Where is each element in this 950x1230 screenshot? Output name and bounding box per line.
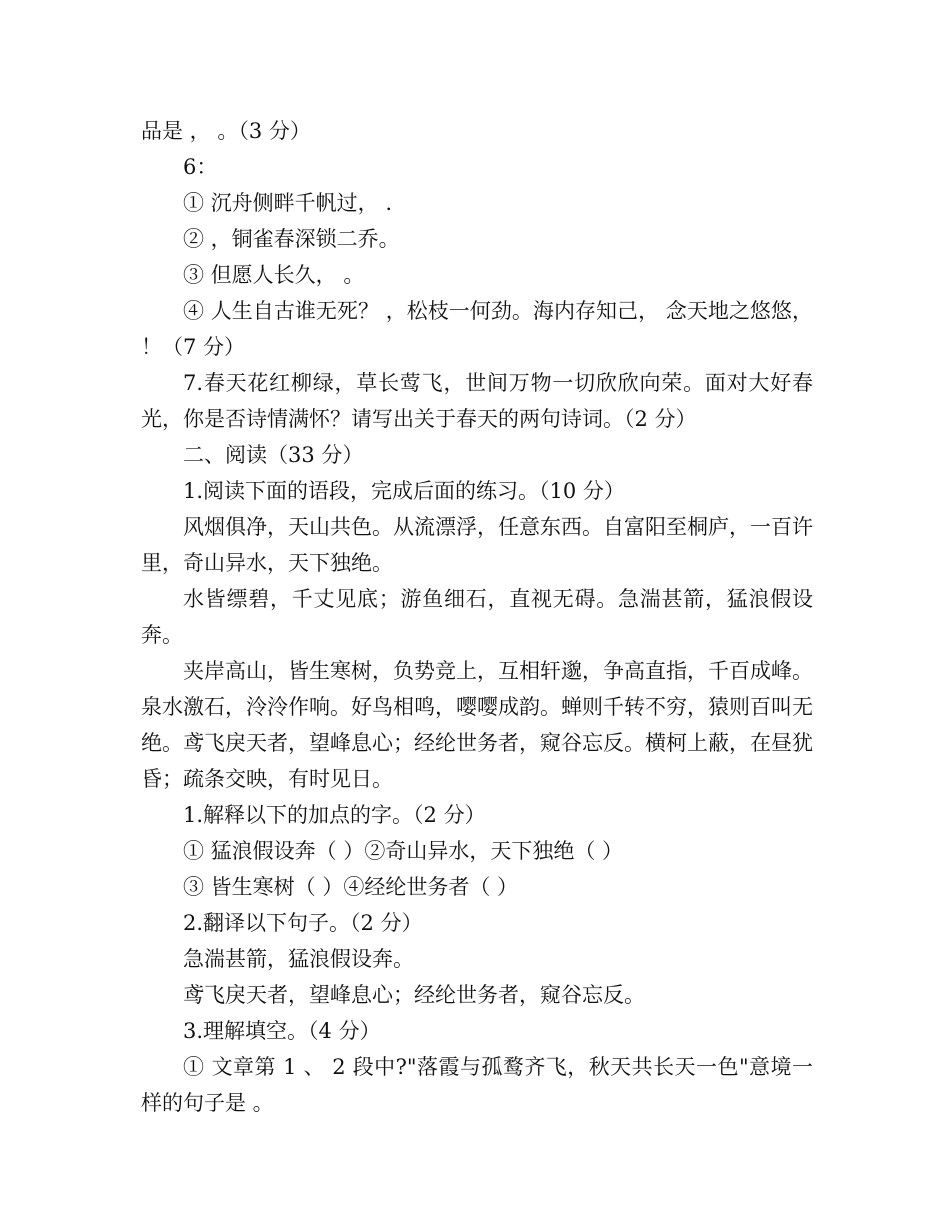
subquestion-1-items-a: ① 猛浪假设奔（ ）②奇山异水，天下独绝（ ）: [183, 839, 624, 863]
translate-sentence-2: 鸢飞戾天者，望峰息心；经纶世务者，窥谷忘反。: [183, 983, 645, 1007]
translate-sentence-1: 急湍甚箭，猛浪假设奔。: [183, 947, 414, 971]
subquestion-2-heading: 2.翻译以下句子。（2 分）: [183, 911, 423, 935]
subquestion-3-heading: 3.理解填空。（4 分）: [183, 1019, 381, 1043]
poem-blank-4: ④ 人生自古谁无死？ ，松枝一何劲。海内存知己， 念天地之悠悠， ！（7 分）: [141, 299, 820, 359]
question-6-heading: 6：: [183, 155, 218, 179]
subquestion-1-items-b: ③ 皆生寒树（ ）④经纶世务者（ ）: [183, 875, 519, 899]
poem-blank-1: ① 沉舟侧畔千帆过， .: [183, 191, 393, 215]
passage-paragraph-2: 水皆缥碧，千丈见底；游鱼细石，直视无碍。急湍甚箭，猛浪假设奔。: [141, 587, 813, 647]
fill-blank-item-1: ① 文章第 1 、 2 段中?"落霞与孤鹜齐飞，秋天共长天一色"意境一样的句子是 。: [141, 1055, 813, 1115]
passage-paragraph-3: 夹岸高山，皆生寒树，负势竞上，互相轩邈，争高直指，千百成峰。泉水激石，泠泠作响。好鸟相鸣，嘤嘤成韵。蝉则千转不穷，猿则百叫无绝。鸢飞戾天者，望峰息心；经纶世务者，窥谷忘反。横柯上蔽，在昼犹昏；疏条交映，有时见日。: [141, 659, 813, 791]
passage-paragraph-1: 风烟俱净，天山共色。从流漂浮，任意东西。自富阳至桐庐，一百许里，奇山异水，天下独绝。: [141, 515, 813, 575]
poem-blank-2: ② ，铜雀春深锁二乔。: [183, 227, 400, 251]
section-reading-heading: 二、阅读（33 分）: [183, 443, 364, 467]
question-7: 7.春天花红柳绿，草长莺飞，世间万物一切欣欣向荣。面对大好春光，你是否诗情满怀？请写出关于春天的两句诗词。（2 分）: [141, 371, 813, 431]
poem-blank-3: ③ 但愿人长久， 。: [183, 263, 365, 287]
paragraph-fragment: 品是 ， 。（3 分）: [141, 119, 311, 143]
subquestion-1-heading: 1.解释以下的加点的字。（2 分）: [183, 803, 486, 827]
document-body: [141, 113, 820, 1121]
reading-question-1-heading: 1.阅读下面的语段，完成后面的练习。（10 分）: [183, 479, 625, 503]
